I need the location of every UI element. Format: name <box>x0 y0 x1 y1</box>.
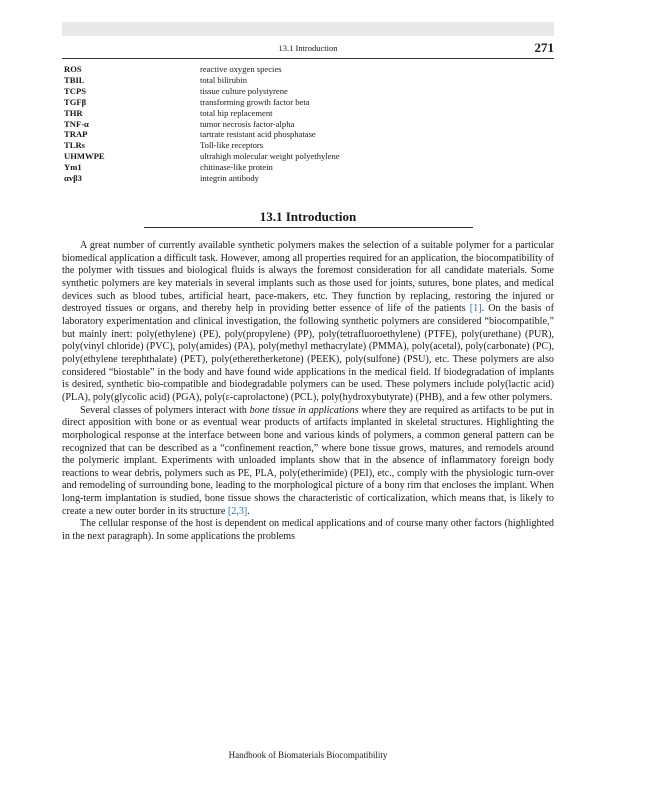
abbreviation-row <box>64 162 554 173</box>
paragraph-3 <box>62 518 554 543</box>
abbreviation-term: THR <box>64 107 83 118</box>
abbreviation-definition: tumor necrosis factor-alpha <box>200 118 295 129</box>
running-title: 13.1 Introduction <box>278 43 338 53</box>
abbreviation-term: TBIL <box>64 74 85 85</box>
paragraph-text: The cellular response of the host is dependent on medical applications and of course many other factors (highlighted in the next paragraph). In some applications the problems <box>62 518 554 543</box>
paragraph-text: . <box>247 505 250 517</box>
abbreviation-definition: integrin antibody <box>200 173 259 184</box>
abbreviation-row <box>64 75 554 86</box>
paragraph-text: A great number of currently available synthetic polymers makes the selection of a suitable polymer for a particular biomedical application a difficult task. However, among all properties required for an application, the biocompatibility of the polymer with tissues and biological fluids is always the foremost consideration for all candidate materials. Some synthetic polymers are key materials in several implants such as those used for joints, sutures, bone plates, and medical devices such as blood tubes, artificial heart, pace-makers, etc. They function by replacing, restoring the injured or destroyed tissues or organs, and thereby help in providing better essence of life of the patients <box>62 240 554 315</box>
abbreviation-list <box>64 64 554 184</box>
abbreviation-term: UHMWPE <box>64 151 105 162</box>
abbreviation-row <box>64 97 554 108</box>
abbreviation-definition: total bilirubin <box>200 74 248 85</box>
abbreviation-definition: ultrahigh molecular weight polyethylene <box>200 151 340 162</box>
italic-phrase: bone tissue in applications <box>249 404 359 416</box>
section-heading: 13.1 Introduction <box>259 209 357 224</box>
citation-link[interactable]: [2,3] <box>227 505 248 517</box>
section-rule <box>144 227 473 228</box>
abbreviation-term: TCPS <box>64 85 86 96</box>
abbreviation-row <box>64 151 554 162</box>
abbreviation-term: Ym1 <box>64 162 82 173</box>
abbreviation-definition: tissue culture polystyrene <box>200 85 288 96</box>
page-number: 271 <box>534 40 554 55</box>
abbreviation-definition: tartrate resistant acid phosphatase <box>200 129 316 140</box>
abbreviation-row <box>64 86 554 97</box>
abbreviation-term: TGFβ <box>64 96 87 107</box>
abbreviation-definition: Toll-like receptors <box>200 140 264 151</box>
citation-link[interactable]: [1] <box>469 303 482 315</box>
abbreviation-row <box>64 140 554 151</box>
abbreviation-definition: chitinase-like protein <box>200 162 273 173</box>
abbreviation-row <box>64 119 554 130</box>
header-band <box>62 22 554 36</box>
paragraph-1 <box>62 240 554 405</box>
abbreviation-definition: transforming growth factor beta <box>200 96 310 107</box>
abbreviation-term: ROS <box>64 64 82 74</box>
abbreviation-definition: reactive oxygen species <box>200 64 282 74</box>
running-head <box>62 40 554 56</box>
abbreviation-term: TLRs <box>64 140 86 151</box>
abbreviation-term: TRAP <box>64 129 88 140</box>
paragraph-text: . On the basis of laboratory experimentation and clinical investigation, the following synthetic polymers are considered “biocompatible,” but mainly inert: poly(ethylene) (PE), poly(propylene) (PP), poly(tetrafluoroethylene) (PTFE), poly(urethane) (PUR), poly(vinyl chloride) (PVC), poly(amides) (PA), poly(methyl methacrylate) (PMMA), poly(acetal), poly(carbonate) (PC), poly(ethylene terephthalate) (PET), poly(etheretherketone) (PEEK), poly(sulfone) (PSU), etc. These polymers are also considered “biostable” in the body and have found wide applications in the medical field. If biodegradation of implants is desired, synthetic bio-compatible and biodegradable polymers can be used. These polymers include poly(lactic acid) (PLA), poly(glycolic acid) (PGA), poly(ε-caprolactone) (PCL), poly(hydroxybutyrate) (PHB), and a few other polymers. <box>62 303 554 403</box>
abbreviation-row <box>64 129 554 140</box>
paragraph-2 <box>62 405 554 519</box>
abbreviation-definition: total hip replacement <box>200 107 273 118</box>
footer-book-title: Handbook of Biomaterials Biocompatibility <box>228 750 388 760</box>
abbreviation-row <box>64 173 554 184</box>
abbreviation-term: αvβ3 <box>64 173 82 184</box>
header-rule <box>62 58 554 59</box>
paragraph-text: Several classes of polymers interact with <box>80 404 250 416</box>
abbreviation-row <box>64 64 554 75</box>
paragraph-text: where they are required as artifacts to be put in direct apposition with bone or as eventual wear products of artifacts implanted in skeletal structures. Highlighting the morphological response at the interface between bone and various kinds of polymers, a common general pattern can be recognized that can be described as a “confinement reaction,” where bone tissue grows, matures, and remodels around the polymeric implant. Experiments with unloaded implants show that in the absence of inflammatory foreign body reactions to wear debris, polymers such as PE, PLA, poly(etherimide) (PEI), etc., comply with the physiologic turn-over and remodeling of surrounding bone, leading to the morphological picture of a bony rim that encloses the implant. When long-term implantation is studied, bone tissue shows the characteristic of corticalization, which means that, is likely to create a new outer border in its structure <box>62 404 555 517</box>
abbreviation-term: TNF-α <box>64 118 89 129</box>
body-text <box>62 240 554 544</box>
abbreviation-row <box>64 108 554 119</box>
